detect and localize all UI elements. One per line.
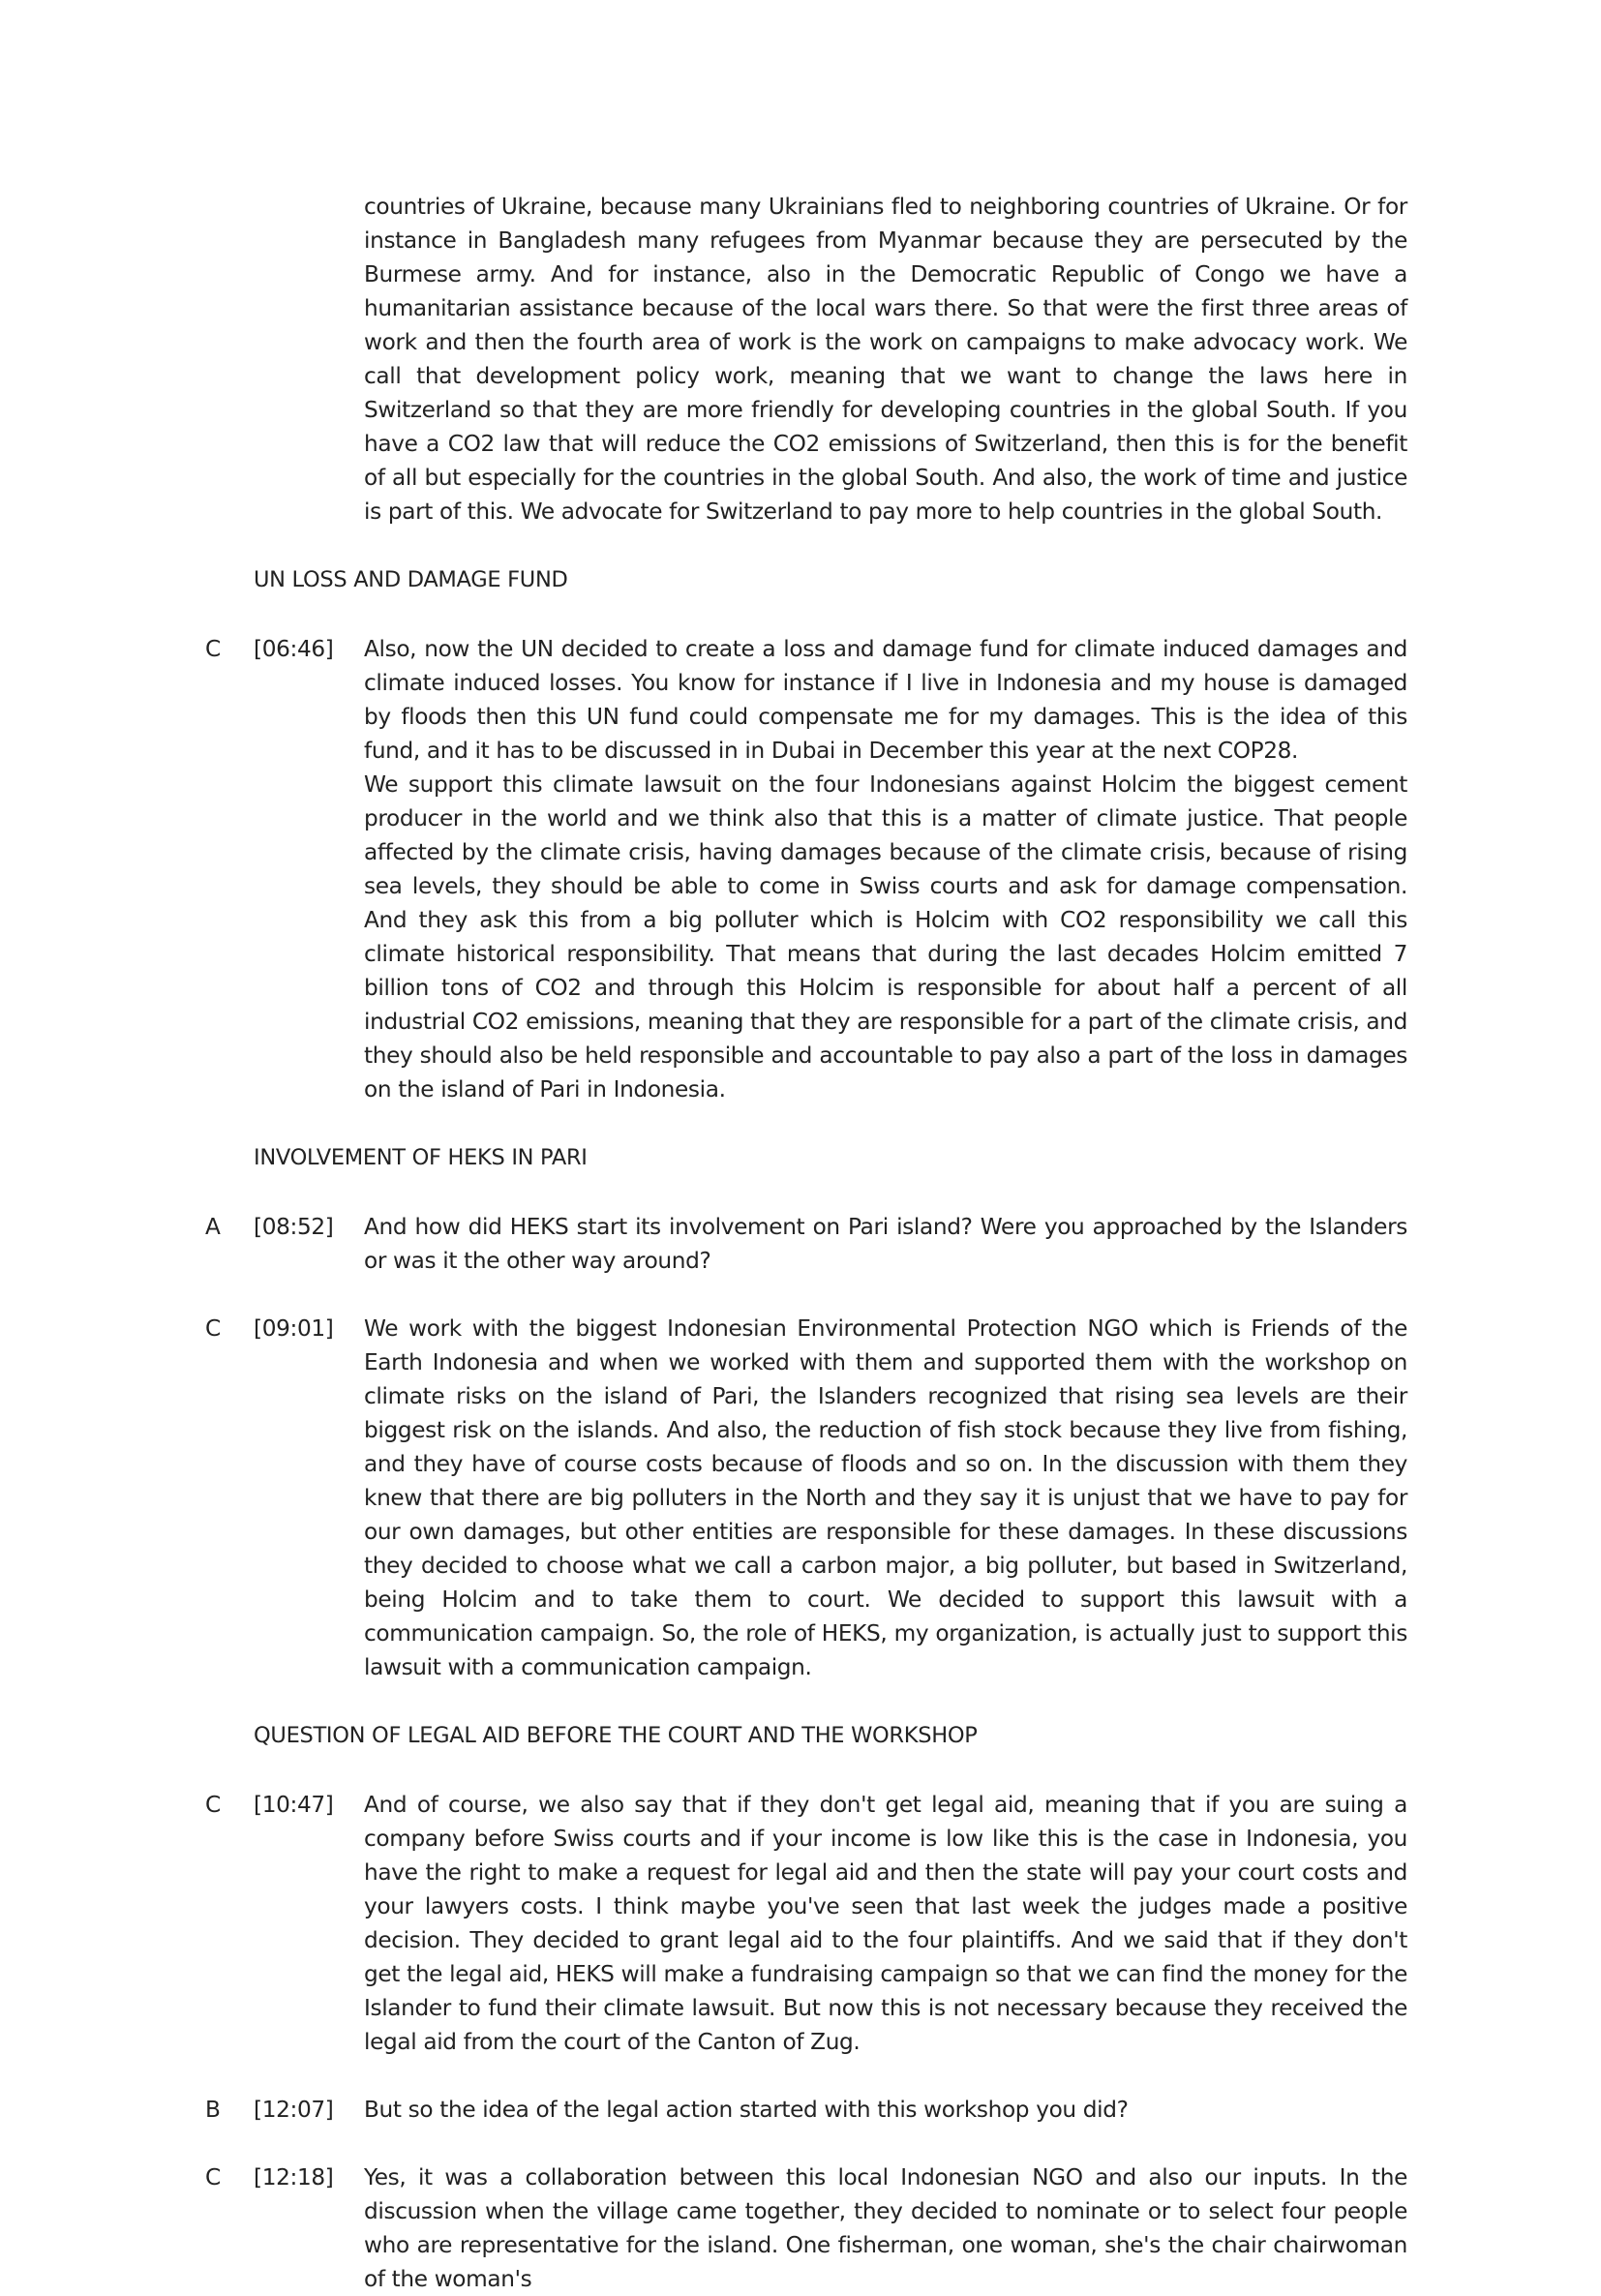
speaker-label: C bbox=[205, 2164, 221, 2190]
entry-text bbox=[364, 1312, 1407, 1684]
entry-paragraph: We support this climate lawsuit on the four Indonesians against Holcim the biggest cement producer in the world and we think also that this is a matter of climate justice. That people affected by the climate crisis, having damages because of the climate crisis, because of rising sea levels, they should be able to come in Swiss courts and ask for damage compensation. And they ask this from a big polluter which is Holcim with CO2 responsibility we call this climate historical responsibility. That means that during the last decades Holcim emitted 7 billion tons of CO2 and through this Holcim is responsible for about half a percent of all industrial CO2 emissions, meaning that they are responsible for a part of the climate crisis, and they should also be held responsible and accountable to pay also a part of the loss in damages on the island of Pari in Indonesia. bbox=[364, 771, 1407, 1103]
transcript-entry bbox=[205, 2160, 1407, 2296]
entry-text bbox=[364, 2160, 1407, 2296]
transcript-entry bbox=[205, 1788, 1407, 2059]
timestamp: [09:01] bbox=[254, 1315, 334, 1342]
entry-text bbox=[364, 1210, 1407, 1278]
entry-paragraph: And of course, we also say that if they don't get legal aid, meaning that if you are suing a company before Swiss courts and if your income is low like this is the case in Indonesia, you have the right to make a request for legal aid and then the state will pay your court costs and your lawyers costs. I think maybe you've seen that last week the judges made a positive decision. They decided to grant legal aid to the four plaintiffs. And we said that if they don't get the legal aid, HEKS will make a fundraising campaign so that we can find the money for the Islander to fund their climate lawsuit. But now this is not necessary because they received the legal aid from the court of the Canton of Zug. bbox=[364, 1792, 1407, 2055]
timestamp: [08:52] bbox=[254, 1214, 334, 1240]
intro-paragraph: countries of Ukraine, because many Ukrainians fled to neighboring countries of Ukraine. Or for instance in Bangladesh many refugees from Myanmar because they are persecuted by the Burmese army. And for instance, also in the Democratic Republic of Congo we have a humanitarian assistance because of the local wars there. So that were the first three areas of work and then the fourth area of work is the work on campaigns to make advocacy work. We call that development policy work, meaning that we want to change the laws here in Switzerland so that they are more friendly for developing countries in the global South. If you have a CO2 law that will reduce the CO2 emissions of Switzerland, then this is for the benefit of all but especially for the countries in the global South. And also, the work of time and justice is part of this. We advocate for Switzerland to pay more to help countries in the global South. bbox=[364, 194, 1407, 525]
entry-paragraph: And how did HEKS start its involvement on Pari island? Were you approached by the Islanders or was it the other way around? bbox=[364, 1214, 1407, 1274]
section-heading-loss-damage-fund: UN LOSS AND DAMAGE FUND bbox=[254, 567, 568, 592]
section-heading-heks-involvement: INVOLVEMENT OF HEKS IN PARI bbox=[254, 1145, 588, 1170]
transcript-entry bbox=[205, 2093, 1407, 2127]
section-heading-legal-aid: QUESTION OF LEGAL AID BEFORE THE COURT AND THE WORKSHOP bbox=[254, 1723, 978, 1748]
entry-text bbox=[364, 632, 1407, 1106]
entry-paragraph: But so the idea of the legal action started with this workshop you did? bbox=[364, 2097, 1129, 2123]
speaker-label: B bbox=[205, 2097, 221, 2123]
transcript-entry bbox=[205, 1312, 1407, 1684]
timestamp: [06:46] bbox=[254, 636, 334, 662]
entry-text bbox=[364, 1788, 1407, 2059]
speaker-label: C bbox=[205, 1315, 221, 1342]
speaker-label: C bbox=[205, 1792, 221, 1818]
timestamp: [12:18] bbox=[254, 2164, 334, 2190]
transcript-entry bbox=[205, 1210, 1407, 1278]
entry-text bbox=[364, 2093, 1407, 2127]
speaker-label: C bbox=[205, 636, 221, 662]
timestamp: [12:07] bbox=[254, 2097, 334, 2123]
entry-paragraph: We work with the biggest Indonesian Environmental Protection NGO which is Friends of the Earth Indonesia and when we worked with them and supported them with the workshop on climate risks on the island of Pari, the Islanders recognized that rising sea levels are their biggest risk on the islands. And also, the reduction of fish stock because they live from fishing, and they have of course costs because of floods and so on. In the discussion with them they knew that there are big polluters in the North and they say it is unjust that we have to pay for our own damages, but other entities are responsible for these damages. In these discussions they decided to choose what we call a carbon major, a big polluter, but based in Switzerland, being Holcim and to take them to court. We decided to support this lawsuit with a communication campaign. So, the role of HEKS, my organization, is actually just to support this lawsuit with a communication campaign. bbox=[364, 1315, 1407, 1680]
speaker-label: A bbox=[205, 1214, 221, 1240]
entry-paragraph: Yes, it was a collaboration between this local Indonesian NGO and also our inputs. In the discussion when the village came together, they decided to nominate or to select four people who are representative for the island. One fisherman, one woman, she's the chair chairwoman of the woman's bbox=[364, 2164, 1407, 2292]
transcript-entry bbox=[205, 632, 1407, 1106]
entry-paragraph: Also, now the UN decided to create a loss and damage fund for climate induced damages and climate induced losses. You know for instance if I live in Indonesia and my house is damaged by floods then this UN fund could compensate me for my damages. This is the idea of this fund, and it has to be discussed in in Dubai in December this year at the next COP28. bbox=[364, 636, 1407, 764]
timestamp: [10:47] bbox=[254, 1792, 334, 1818]
